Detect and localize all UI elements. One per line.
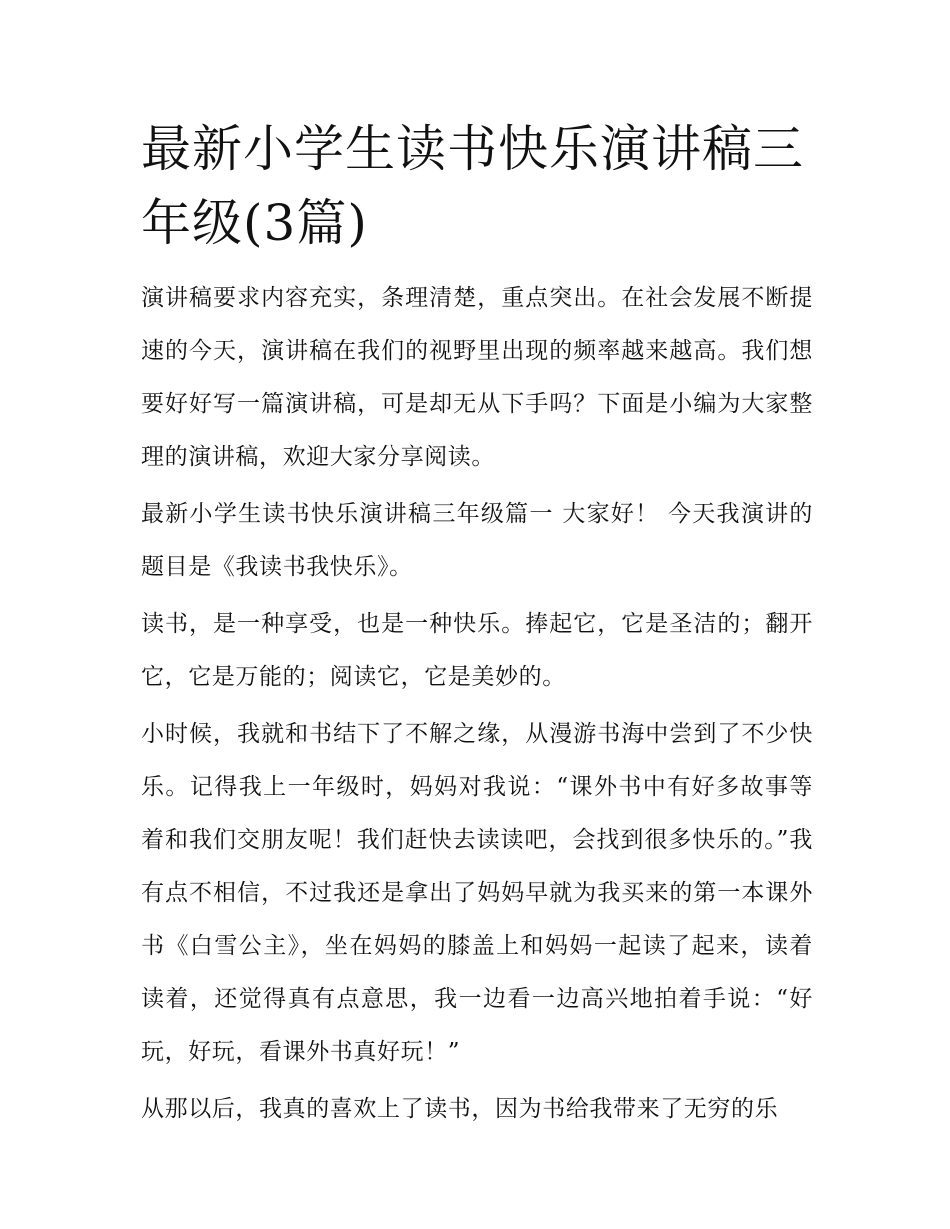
intro-paragraph: 演讲稿要求内容充实，条理清楚，重点突出。在社会发展不断提速的今天，演讲稿在我们的视野里出现的频率越来越高。我们想要好好写一篇演讲稿，可是却无从下手吗？下面是小编为大家整理的演讲稿，欢迎大家分享阅读。 (141, 285, 813, 470)
childhood-story-paragraph: 小时候，我就和书结下了不解之缘，从漫游书海中尝到了不少快乐。记得我上一年级时，妈妈对我说：“课外书中有好多故事等着和我们交朋友呢！我们赶快去读读吧，会找到很多快乐的。”我有点不相信，不过我还是拿出了妈妈早就为我买来的第一本课外书《白雪公主》，坐在妈妈的膝盖上和妈妈一起读了起来，读着读着，还觉得真有点意思，我一边看一边高兴地拍着手说：“好玩，好玩，看课外书真好玩！” (141, 721, 813, 1065)
document-page (141, 112, 813, 1140)
reading-joy-paragraph: 读书，是一种享受，也是一种快乐。捧起它，它是圣洁的；翻开它，它是万能的；阅读它，它是美妙的。 (141, 611, 813, 690)
speech-opening-paragraph: 最新小学生读书快乐演讲稿三年级篇一 大家好！ 今天我演讲的题目是《我读书我快乐》。 (141, 501, 813, 580)
document-title: 最新小学生读书快乐演讲稿三年级(3篇) (141, 120, 804, 252)
since-then-paragraph: 从那以后，我真的喜欢上了读书，因为书给我带来了无穷的乐 (141, 1096, 779, 1122)
